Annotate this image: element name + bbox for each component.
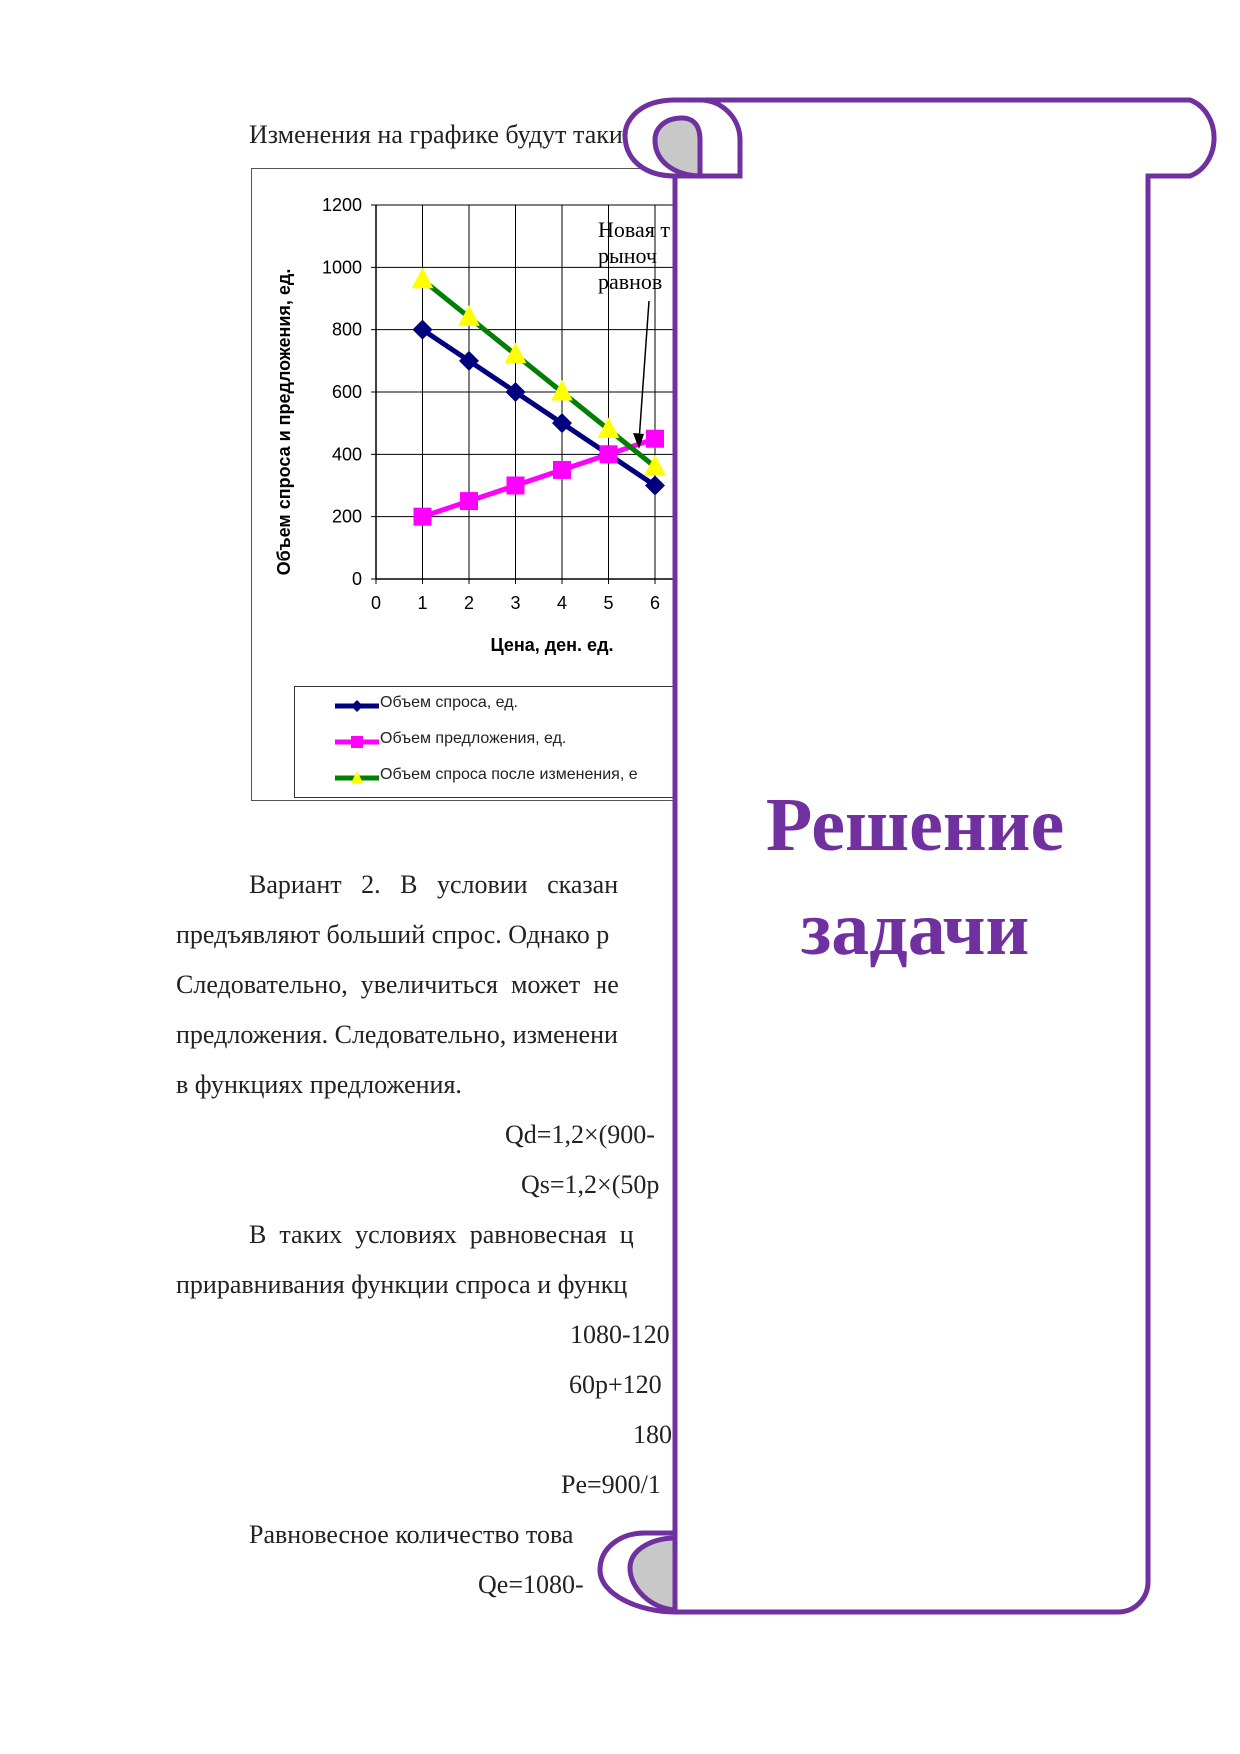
formula-qd: Qd=1,2×(900- [505, 1120, 655, 1149]
formula-qs: Qs=1,2×(50p [521, 1170, 660, 1199]
paragraph3: Равновесное количество това [249, 1520, 574, 1549]
y-tick-label: 400 [331, 444, 362, 465]
x-tick-label: 6 [649, 593, 661, 613]
y-tick-label: 800 [331, 319, 362, 340]
x-tick-label: 4 [556, 593, 568, 613]
x-tick-label: 3 [510, 593, 521, 613]
legend-item-supply: Объем предложения, ед. [380, 730, 567, 747]
formula-eq-1: 1080-120 [570, 1320, 670, 1349]
y-tick-label: 600 [331, 382, 362, 402]
annotation-line: Новая т [598, 217, 670, 242]
paragraph-line-2: предъявляют больший спрос. Однако р [176, 920, 610, 949]
legend-item-demand-new: Объем спроса после изменения, е [380, 766, 638, 783]
annotation-line: равнов [598, 269, 663, 294]
formula-eq-2: 60p+120 [569, 1370, 662, 1399]
paragraph-line-1: Вариант 2. В условии сказан [249, 870, 619, 899]
intro-text: Изменения на графике будут таки [249, 120, 623, 149]
paragraph2-line-1: В таких условиях равновесная ц [249, 1220, 634, 1249]
paragraph2-line-2: приравнивания функции спроса и функц [176, 1270, 628, 1299]
y-tick-label: 1200 [321, 195, 362, 215]
y-tick-label: 0 [351, 569, 362, 589]
x-tick-label: 5 [603, 593, 614, 613]
scroll-title-line-2: задачи [800, 887, 1030, 971]
annotation-line: рыноч [598, 243, 658, 268]
y-tick-label: 200 [331, 506, 362, 527]
paragraph-line-4: предложения. Следовательно, изменени [176, 1020, 618, 1049]
x-tick-label: 2 [463, 593, 475, 613]
paragraph-line-5: в функциях предложения. [176, 1070, 462, 1099]
x-tick-label: 0 [370, 593, 382, 613]
x-axis-label: Цена, ден. ед. [490, 635, 614, 655]
scroll-title-line-1: Решение [765, 783, 1065, 867]
formula-pe: Pe=900/1 [561, 1470, 661, 1499]
formula-qe: Qe=1080- [478, 1570, 584, 1599]
y-axis-label: Объем спроса и предложения, ед. [274, 268, 294, 576]
paragraph-line-3: Следовательно, увеличиться может не [176, 970, 619, 999]
legend-item-demand: Объем спроса, ед. [380, 694, 518, 711]
y-tick-label: 1000 [321, 257, 362, 278]
formula-eq-3: 180 [633, 1420, 672, 1449]
x-tick-label: 1 [417, 593, 428, 613]
